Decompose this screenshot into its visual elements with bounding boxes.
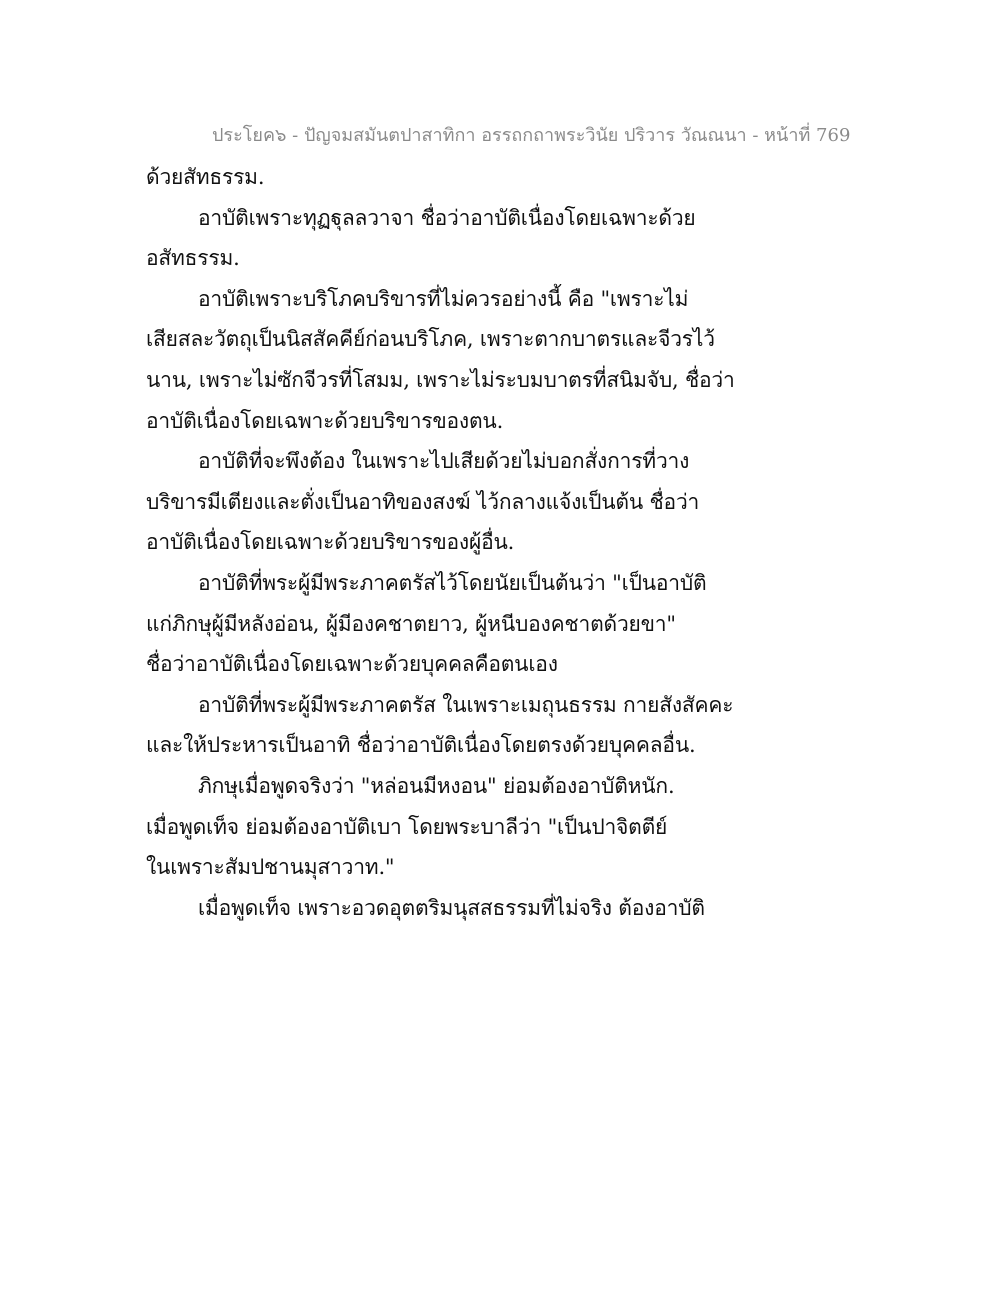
text-line: อาบัติที่จะพึงต้อง ในเพราะไปเสียด้วยไม่บอกสั่งการที่วาง bbox=[198, 449, 690, 474]
text-line: เมื่อพูดเท็จ เพราะอวดอุตตริมนุสสธรรมที่ไม่จริง ต้องอาบัติ bbox=[198, 895, 705, 920]
text-line: ชื่อว่าอาบัติเนื่องโดยเฉพาะด้วยบุคคลคือตนเอง bbox=[146, 652, 558, 677]
text-line: ภิกษุเมื่อพูดจริงว่า "หล่อนมีหงอน" ย่อมต้องอาบัติหนัก. bbox=[198, 773, 675, 798]
text-line: อาบัติเพราะบริโภคบริขารที่ไม่ควรอย่างนี้ คือ "เพราะไม่ bbox=[198, 286, 689, 311]
text-line: อสัทธรรม. bbox=[146, 246, 240, 271]
text-line: บริขารมีเตียงและตั่งเป็นอาทิของสงฆ์ ไว้กลางแจ้งเป็นต้น ชื่อว่า bbox=[146, 489, 700, 514]
page-header: ประโยค๖ - ปัญจมสมันตปาสาทิกา อรรถกถาพระวินัย ปริวาร วัณณนา - หน้าที่ 769 bbox=[212, 125, 851, 146]
text-line: เมื่อพูดเท็จ ย่อมต้องอาบัติเบา โดยพระบาลีว่า "เป็นปาจิตตีย์ bbox=[146, 814, 668, 839]
text-line: อาบัติเนื่องโดยเฉพาะด้วยบริขารของตน. bbox=[146, 408, 504, 433]
body-text bbox=[146, 157, 866, 928]
text-line: และให้ประหารเป็นอาทิ ชื่อว่าอาบัติเนื่องโดยตรงด้วยบุคคลอื่น. bbox=[146, 733, 696, 758]
text-line: อาบัติที่พระผู้มีพระภาคตรัส ในเพราะเมถุนธรรม กายสังสัคคะ bbox=[198, 692, 734, 717]
text-line: นาน, เพราะไม่ซักจีวรที่โสมม, เพราะไม่ระบมบาตรที่สนิมจับ, ชื่อว่า bbox=[146, 367, 735, 392]
text-line: ด้วยสัทธรรม. bbox=[146, 165, 265, 189]
text-line: เสียสละวัตถุเป็นนิสสัคคีย์ก่อนบริโภค, เพราะตากบาตรและจีวรไว้ bbox=[146, 327, 715, 352]
text-line: อาบัติที่พระผู้มีพระภาคตรัสไว้โดยนัยเป็นต้นว่า "เป็นอาบัติ bbox=[198, 570, 707, 595]
text-line: อาบัติเพราะทุฏฐุลลวาจา ชื่อว่าอาบัติเนื่องโดยเฉพาะด้วย bbox=[198, 205, 696, 230]
text-line: แก่ภิกษุผู้มีหลังอ่อน, ผู้มีองคชาตยาว, ผู้หนีบองคชาตด้วยขา" bbox=[146, 611, 676, 636]
text-line: ในเพราะสัมปชานมุสาวาท." bbox=[146, 855, 395, 880]
text-line: อาบัติเนื่องโดยเฉพาะด้วยบริขารของผู้อื่น. bbox=[146, 530, 515, 555]
